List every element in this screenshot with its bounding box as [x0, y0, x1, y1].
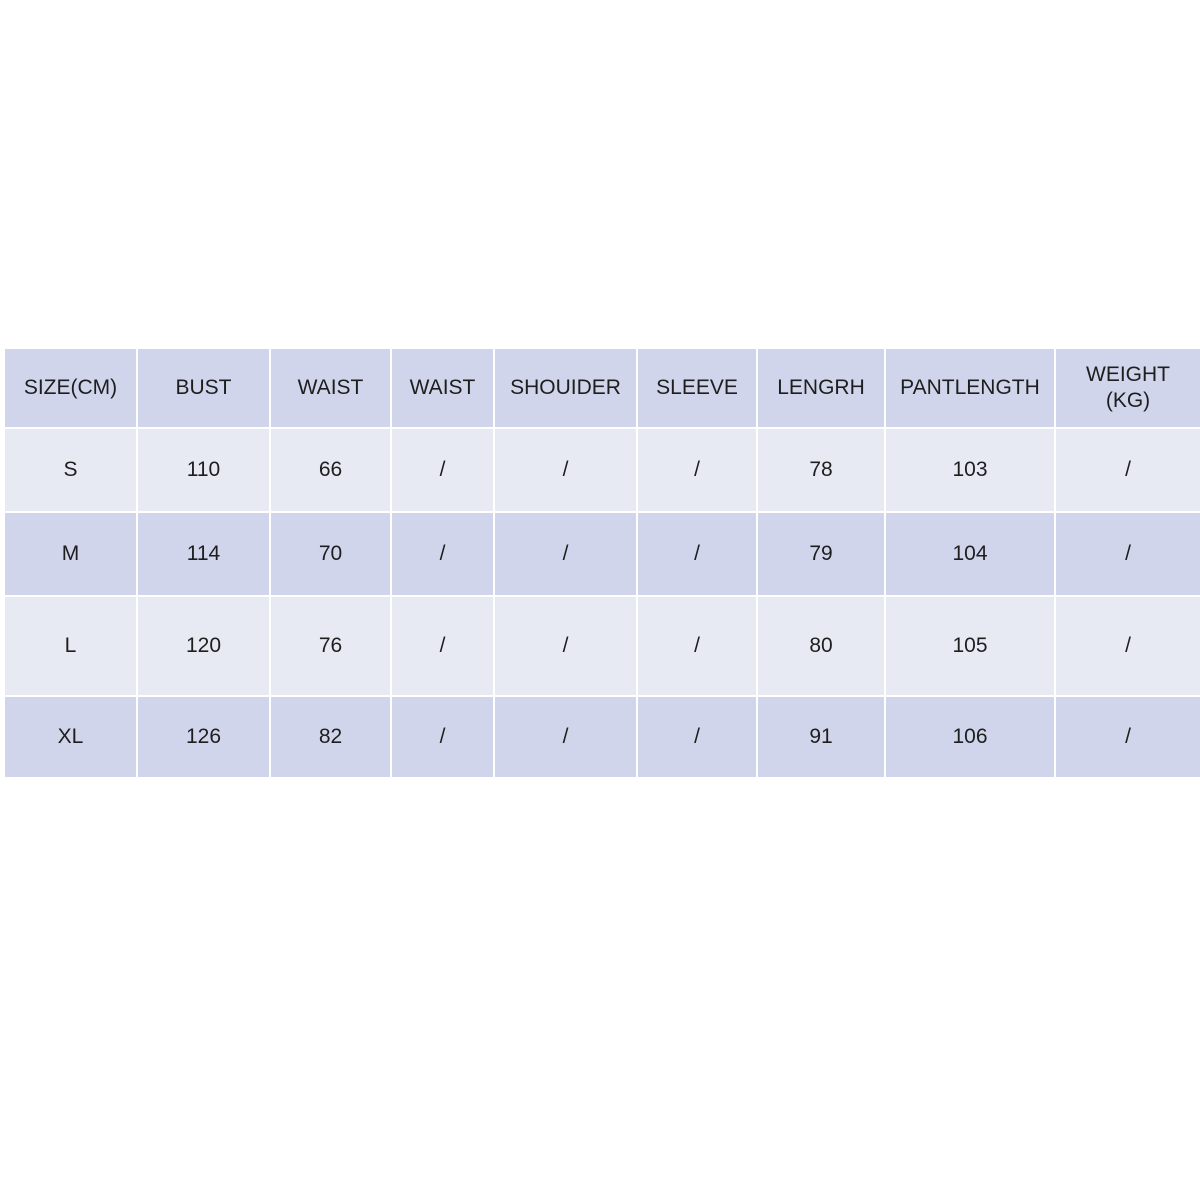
table-cell: 66	[270, 428, 391, 512]
table-cell: S	[4, 428, 137, 512]
table-cell: 120	[137, 596, 270, 696]
table-row	[4, 696, 1200, 778]
table-cell: /	[637, 596, 757, 696]
table-cell: /	[494, 696, 637, 778]
table-cell: /	[1055, 696, 1200, 778]
table-row	[4, 428, 1200, 512]
size-chart-table	[3, 347, 1200, 779]
table-cell: /	[391, 512, 494, 596]
table-cell: 70	[270, 512, 391, 596]
table-cell: /	[1055, 596, 1200, 696]
header-size: SIZE(CM)	[4, 348, 137, 428]
table-cell: /	[637, 512, 757, 596]
table-cell: /	[1055, 428, 1200, 512]
table-cell: 104	[885, 512, 1055, 596]
header-waist: WAIST	[270, 348, 391, 428]
table-cell: /	[1055, 512, 1200, 596]
table-row	[4, 596, 1200, 696]
table-cell: 82	[270, 696, 391, 778]
table-cell: /	[494, 512, 637, 596]
header-bust: BUST	[137, 348, 270, 428]
header-weight-label: WEIGHT (KG)	[1086, 363, 1170, 412]
table-cell: /	[494, 596, 637, 696]
table-cell: /	[391, 596, 494, 696]
table-cell: /	[391, 428, 494, 512]
table-cell: 110	[137, 428, 270, 512]
table-cell: 114	[137, 512, 270, 596]
table-cell: 80	[757, 596, 885, 696]
header-sleeve: SLEEVE	[637, 348, 757, 428]
table-cell: XL	[4, 696, 137, 778]
header-pant-length: PANTLENGTH	[885, 348, 1055, 428]
header-waist-2: WAIST	[391, 348, 494, 428]
table-cell: 79	[757, 512, 885, 596]
header-weight	[1055, 348, 1200, 428]
table-cell: 103	[885, 428, 1055, 512]
header-shoulder: SHOUIDER	[494, 348, 637, 428]
table-cell: 76	[270, 596, 391, 696]
table-cell: /	[391, 696, 494, 778]
table-row	[4, 512, 1200, 596]
table-cell: 78	[757, 428, 885, 512]
header-length: LENGRH	[757, 348, 885, 428]
table-cell: 105	[885, 596, 1055, 696]
table-cell: /	[637, 428, 757, 512]
table-cell: /	[637, 696, 757, 778]
table-cell: /	[494, 428, 637, 512]
table-cell: 126	[137, 696, 270, 778]
table-cell: 91	[757, 696, 885, 778]
table-cell: L	[4, 596, 137, 696]
table-cell: 106	[885, 696, 1055, 778]
table-cell: M	[4, 512, 137, 596]
header-row	[4, 348, 1200, 428]
